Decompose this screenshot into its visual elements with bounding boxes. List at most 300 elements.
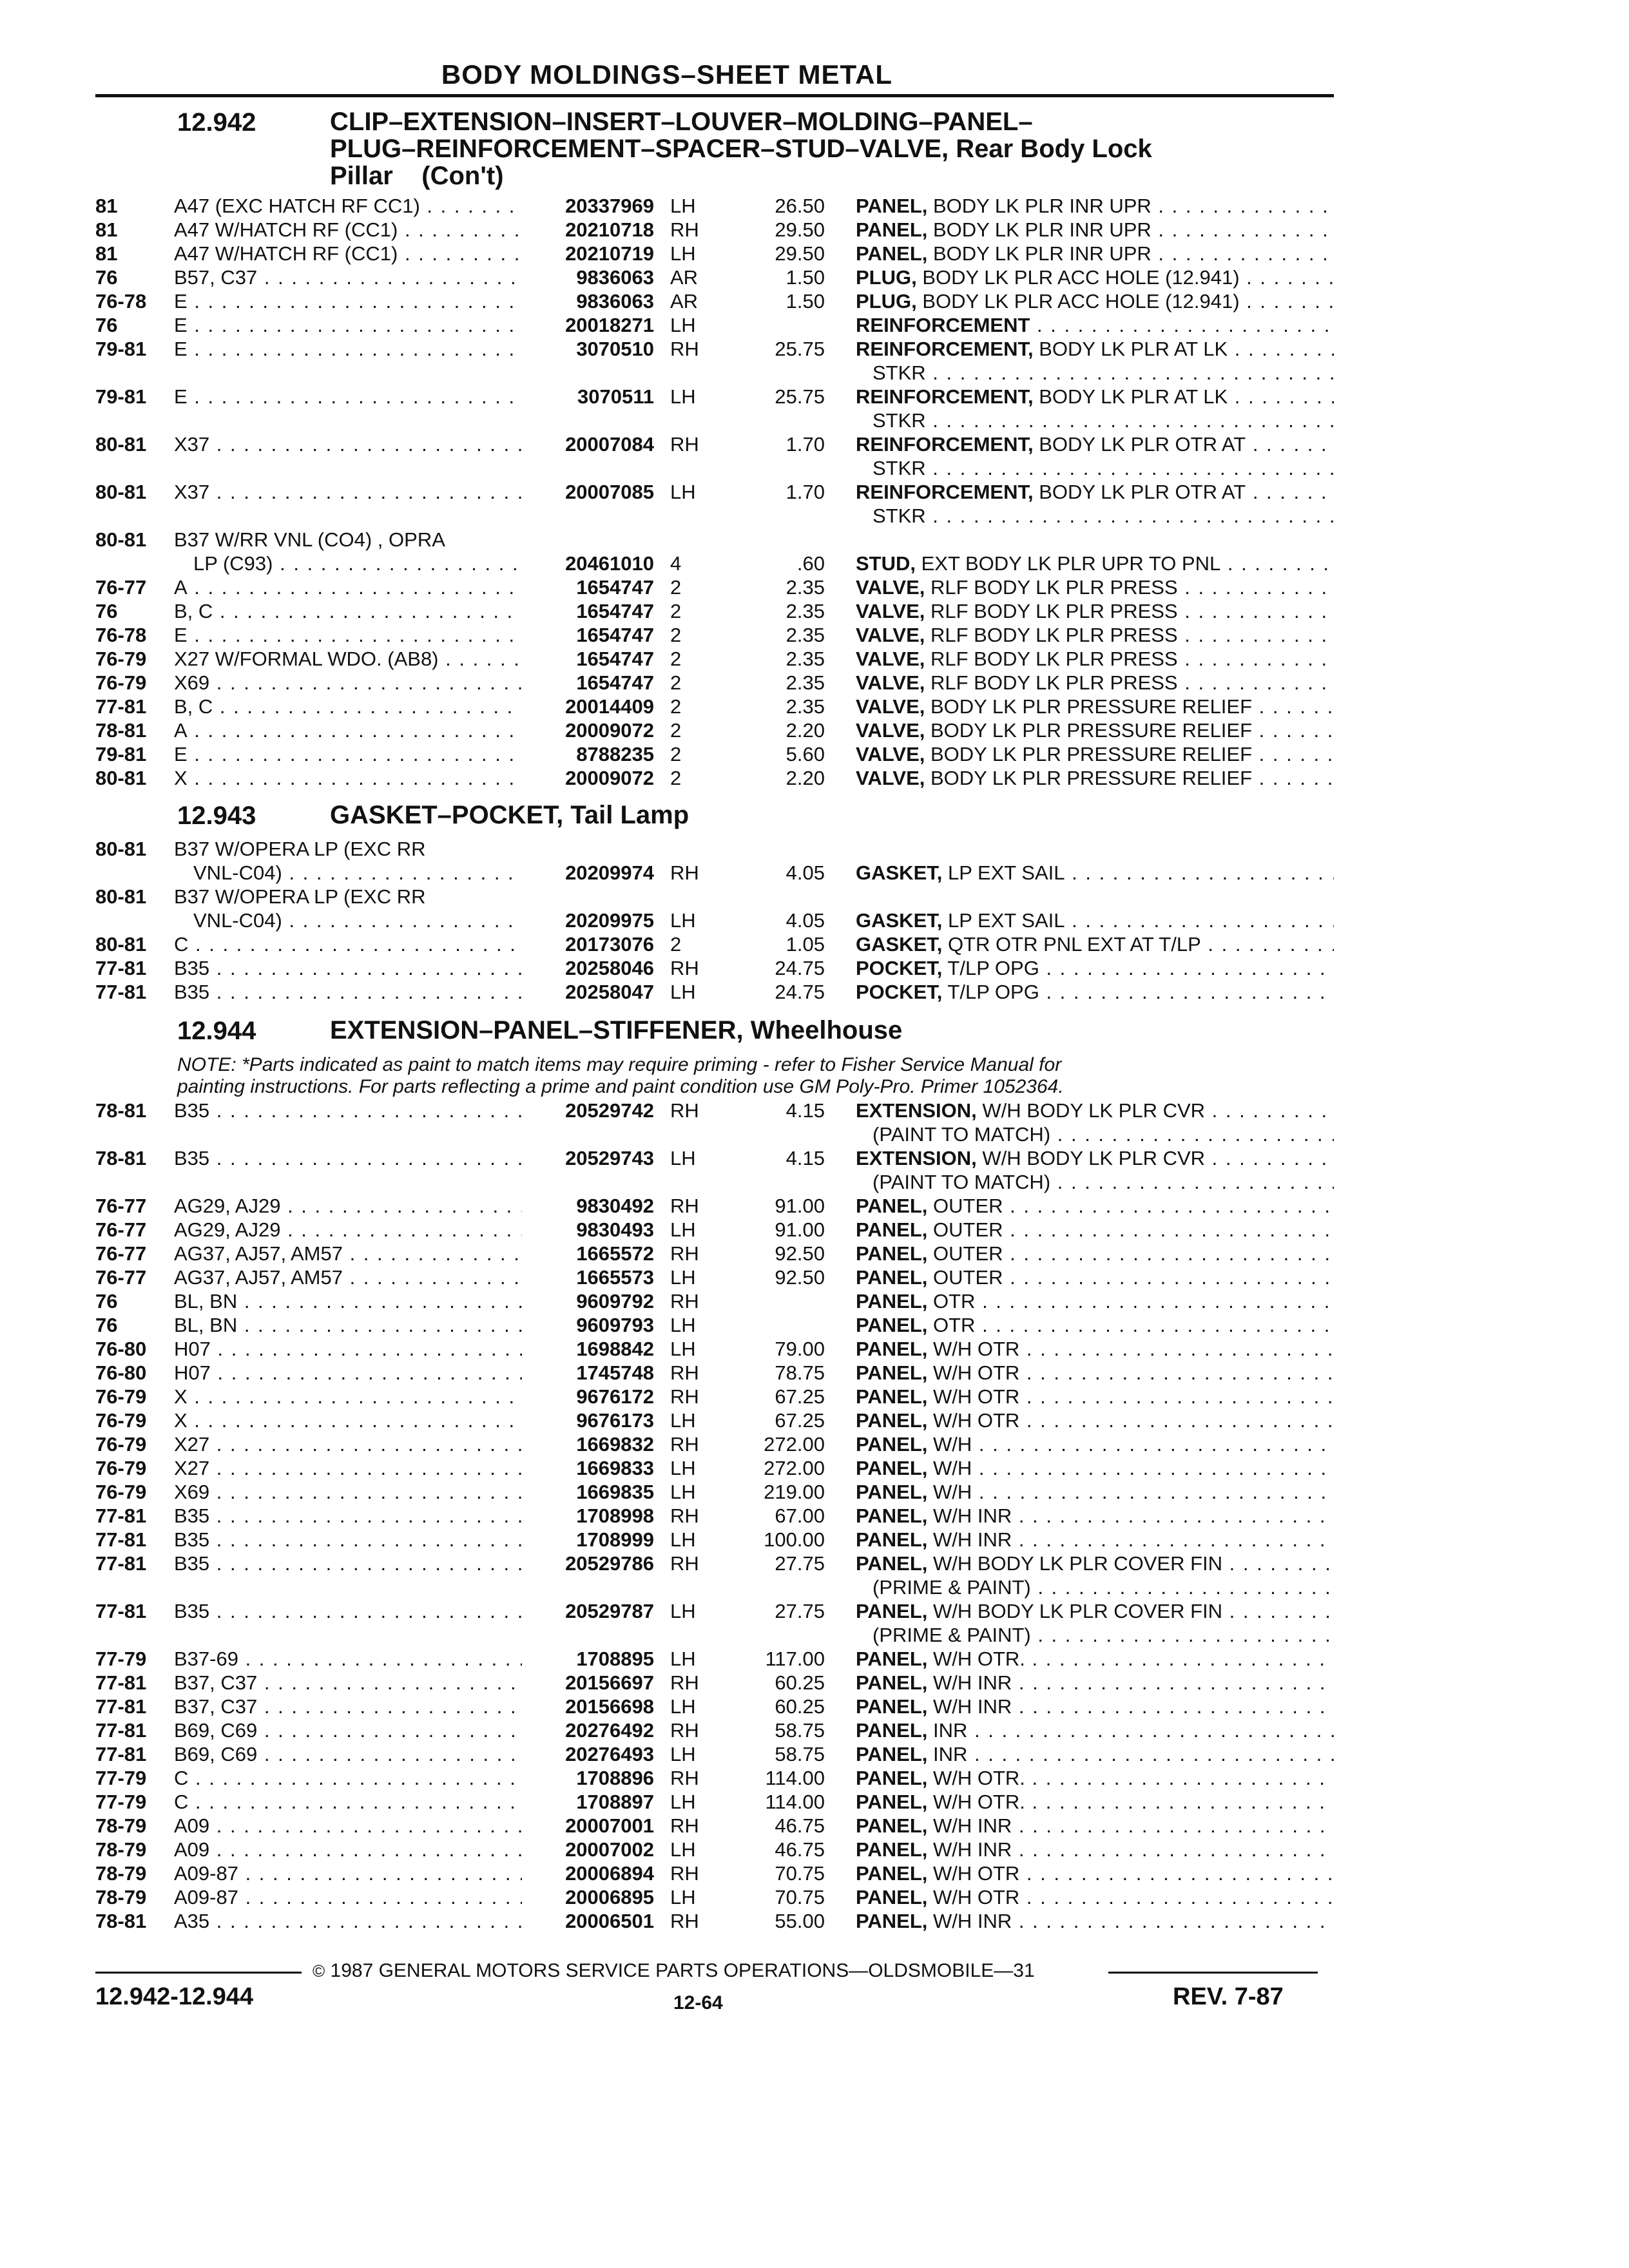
part-number: 1708998: [576, 1504, 654, 1527]
model-code: C . . .: [174, 1767, 522, 1790]
part-number: 9830492: [576, 1195, 654, 1217]
description-bold: PANEL,: [856, 1767, 928, 1789]
table-row: [0, 695, 1629, 718]
price: 25.75: [775, 385, 825, 408]
quantity: RH: [670, 1814, 699, 1837]
year-range: 81: [95, 242, 118, 265]
description-bold: VALVE,: [856, 624, 925, 646]
model-code: X27 W/FORMAL WDO. (AB8) . . .: [174, 648, 522, 671]
model-code: AG29, AJ29 . . .: [174, 1195, 522, 1218]
description-text: W/H OTR: [927, 1409, 1020, 1432]
description-bold: EXTENSION,: [856, 1099, 977, 1122]
price: 92.50: [775, 1242, 825, 1265]
part-number: 1665573: [576, 1266, 654, 1289]
description-text: W/H INR: [927, 1910, 1012, 1932]
model-code: B37, C37 . . .: [174, 1671, 522, 1695]
quantity: LH: [670, 1147, 696, 1169]
model-code: B37, C37 . . .: [174, 1695, 522, 1718]
year-range: 80-81: [95, 528, 147, 551]
model-code: LP (C93) . . .: [193, 552, 522, 575]
year-range: 78-79: [95, 1838, 147, 1861]
description: [856, 1838, 1334, 1861]
year-range: 77-81: [95, 1719, 147, 1742]
description-continuation: STKR . . .: [872, 409, 1334, 432]
part-number: 1708999: [576, 1528, 654, 1551]
model-code: B, C . . .: [174, 695, 522, 718]
table-row: [0, 1528, 1629, 1552]
part-number: 20529787: [565, 1600, 654, 1622]
table-row: [0, 1338, 1629, 1361]
description: [856, 1910, 1334, 1933]
description-bold: VALVE,: [856, 695, 925, 718]
table-row: [0, 767, 1629, 790]
year-range: 76-80: [95, 1338, 147, 1360]
year-range: 77-81: [95, 1671, 147, 1694]
price: 2.35: [786, 695, 825, 718]
model-code: BL, BN . . .: [174, 1290, 522, 1313]
model-code: B, C . . .: [174, 600, 522, 623]
quantity: LH: [670, 385, 696, 408]
description-text: RLF BODY LK PLR PRESS: [925, 671, 1178, 694]
description-bold: PANEL,: [856, 1719, 928, 1742]
price: 27.75: [775, 1552, 825, 1575]
price: 24.75: [775, 981, 825, 1003]
description: [856, 576, 1334, 599]
description: [856, 1791, 1334, 1814]
part-number: 20007084: [565, 433, 654, 456]
description-bold: PANEL,: [856, 1528, 928, 1551]
description: [856, 1147, 1334, 1170]
description-bold: VALVE,: [856, 743, 925, 765]
table-row: [0, 552, 1629, 575]
part-number: 1665572: [576, 1242, 654, 1265]
table-row: [0, 1504, 1629, 1528]
description: [856, 1433, 1334, 1456]
part-number: 20337969: [565, 195, 654, 217]
model-code: A47 (EXC HATCH RF CC1) . . .: [174, 195, 522, 218]
model-code: B35 . . .: [174, 1552, 522, 1575]
quantity: 2: [670, 600, 682, 622]
description-bold: PANEL,: [856, 1648, 928, 1670]
year-range: 77-81: [95, 1695, 147, 1718]
model-code: A09 . . .: [174, 1838, 522, 1861]
description-bold: PANEL,: [856, 218, 928, 241]
description-text: W/H BODY LK PLR COVER FIN: [927, 1552, 1223, 1575]
table-row: [0, 385, 1629, 408]
year-range: 78-81: [95, 719, 147, 742]
year-range: 80-81: [95, 933, 147, 956]
part-number: 20156698: [565, 1695, 654, 1718]
year-range: 78-79: [95, 1862, 147, 1885]
quantity: 2: [670, 695, 682, 718]
model-code: X69 . . .: [174, 671, 522, 695]
price: 25.75: [775, 338, 825, 360]
model-code: A09-87 . . .: [174, 1886, 522, 1909]
description-bold: PANEL,: [856, 242, 928, 265]
part-number: 20156697: [565, 1671, 654, 1694]
description: [856, 1409, 1334, 1432]
table-row: [0, 1409, 1629, 1432]
part-number: 3070511: [577, 385, 654, 408]
table-row: [0, 1266, 1629, 1289]
description: [856, 1528, 1334, 1552]
description-text: BODY LK PLR INR UPR: [927, 195, 1152, 217]
description-text: LP EXT SAIL: [942, 861, 1065, 884]
description-bold: PANEL,: [856, 1266, 928, 1289]
price: 272.00: [764, 1457, 825, 1479]
model-prefix: B37 W/OPERA LP (EXC RR: [174, 885, 426, 908]
description-text: OTR: [927, 1314, 976, 1336]
part-number: 20006501: [565, 1910, 654, 1932]
price: 24.75: [775, 957, 825, 979]
description-text: W/H OTR.: [927, 1648, 1025, 1670]
table-row: [0, 1838, 1629, 1861]
price: 55.00: [775, 1910, 825, 1932]
quantity: LH: [670, 981, 696, 1003]
description-bold: PANEL,: [856, 1910, 928, 1932]
description: [856, 338, 1334, 361]
description: [856, 290, 1334, 313]
table-row: [0, 1695, 1629, 1718]
quantity: LH: [670, 314, 696, 336]
price: 2.35: [786, 576, 825, 599]
model-code: A . . .: [174, 719, 522, 742]
description: [856, 242, 1334, 265]
description-continuation: (PRIME & PAINT) . . .: [872, 1576, 1334, 1599]
quantity: LH: [670, 1838, 696, 1861]
part-number: 1669832: [576, 1433, 654, 1456]
description-bold: REINFORCEMENT: [856, 314, 1030, 336]
table-row: [0, 314, 1629, 337]
table-row: [0, 290, 1629, 313]
description-text: BODY LK PLR PRESSURE RELIEF: [925, 743, 1253, 765]
description: [856, 1099, 1334, 1122]
description: [856, 1648, 1334, 1671]
description: [856, 743, 1334, 766]
price: 91.00: [775, 1218, 825, 1241]
part-number: 20173076: [565, 933, 654, 956]
description-bold: PANEL,: [856, 1338, 928, 1360]
section-title: [330, 108, 1152, 189]
description: [856, 1385, 1334, 1408]
part-number: 1669835: [576, 1481, 654, 1503]
description: [856, 1671, 1334, 1695]
table-row: [0, 1814, 1629, 1838]
description: [856, 1481, 1334, 1504]
price: 2.35: [786, 671, 825, 694]
table-row: [0, 600, 1629, 623]
model-code: A09-87 . . .: [174, 1862, 522, 1885]
model-code: E . . .: [174, 624, 522, 647]
part-number: 20006895: [565, 1886, 654, 1908]
section-title: [330, 802, 689, 829]
description-bold: PANEL,: [856, 1862, 928, 1885]
model-code: A09 . . .: [174, 1814, 522, 1838]
quantity: 2: [670, 719, 682, 742]
price: 2.20: [786, 767, 825, 789]
model-code: B35 . . .: [174, 1099, 522, 1122]
table-row: [0, 1314, 1629, 1337]
table-row: [0, 1195, 1629, 1218]
description-bold: PANEL,: [856, 1886, 928, 1908]
description: [856, 648, 1334, 671]
price: 4.05: [786, 861, 825, 884]
quantity: 2: [670, 767, 682, 789]
description: [856, 909, 1334, 932]
part-number: 9676173: [576, 1409, 654, 1432]
part-number: 20006894: [565, 1862, 654, 1885]
year-range: 76-77: [95, 1195, 147, 1217]
year-range: 76: [95, 1290, 118, 1312]
model-code: A35 . . .: [174, 1910, 522, 1933]
year-range: 76-79: [95, 1385, 147, 1408]
year-range: 76-79: [95, 1457, 147, 1479]
price: 1.50: [786, 266, 825, 289]
model-code: E . . .: [174, 314, 522, 337]
table-row: [0, 624, 1629, 647]
part-number: 20209974: [565, 861, 654, 884]
model-code: E . . .: [174, 290, 522, 313]
quantity: RH: [670, 1195, 699, 1217]
year-range: 79-81: [95, 385, 147, 408]
quantity: LH: [670, 1218, 696, 1241]
table-row: [0, 218, 1629, 242]
price: 29.50: [775, 218, 825, 241]
description-continuation: (PAINT TO MATCH) . . .: [872, 1171, 1334, 1194]
price: 5.60: [786, 743, 825, 765]
description-text: W/H INR: [927, 1695, 1012, 1718]
price: 91.00: [775, 1195, 825, 1217]
year-range: 76: [95, 266, 118, 289]
quantity: LH: [670, 1481, 696, 1503]
description: [856, 600, 1334, 623]
description-bold: PANEL,: [856, 1457, 928, 1479]
description-bold: PANEL,: [856, 1242, 928, 1265]
year-range: 76-79: [95, 1481, 147, 1503]
part-number: 20007085: [565, 481, 654, 503]
description: [856, 433, 1334, 456]
description-text: W/H OTR: [927, 1361, 1020, 1384]
description-text: BODY LK PLR PRESSURE RELIEF: [925, 719, 1253, 742]
table-row-prefix: [0, 838, 1629, 861]
section-title: [330, 1017, 902, 1044]
table-row-prefix: [0, 528, 1629, 552]
description: [856, 1457, 1334, 1480]
year-range: 78-81: [95, 1147, 147, 1169]
note-line: painting instructions. For parts reflecting a prime and paint condition use GM Poly-Pro. Primer 1052364.: [177, 1076, 1064, 1097]
model-code: X . . .: [174, 767, 522, 790]
year-range: 77-81: [95, 1600, 147, 1622]
description-continuation: STKR . . .: [872, 457, 1334, 480]
section-title-rest: Tail Lamp: [563, 801, 689, 829]
model-code: B57, C37 . . .: [174, 266, 522, 289]
quantity: RH: [670, 1910, 699, 1932]
year-range: 77-81: [95, 695, 147, 718]
description-bold: VALVE,: [856, 767, 925, 789]
part-number: 20258046: [565, 957, 654, 979]
model-code: B35 . . .: [174, 957, 522, 980]
year-range: 78-81: [95, 1099, 147, 1122]
description: [856, 695, 1334, 718]
price: 70.75: [775, 1862, 825, 1885]
price: 67.00: [775, 1504, 825, 1527]
quantity: LH: [670, 1409, 696, 1432]
year-range: 80-81: [95, 838, 147, 860]
description-text: BODY LK PLR ACC HOLE (12.941): [916, 290, 1240, 312]
table-row: [0, 1600, 1629, 1623]
price: 114.00: [765, 1767, 825, 1789]
year-range: 79-81: [95, 338, 147, 360]
year-range: 80-81: [95, 885, 147, 908]
description-bold: PANEL,: [856, 1814, 928, 1837]
price: 2.35: [786, 624, 825, 646]
part-number: 20014409: [565, 695, 654, 718]
section-title-line: Pillar (Con't): [330, 162, 504, 190]
quantity: RH: [670, 1242, 699, 1265]
description-text: W/H INR: [927, 1528, 1012, 1551]
part-number: 20529743: [565, 1147, 654, 1169]
description-bold: VALVE,: [856, 671, 925, 694]
year-range: 77-81: [95, 1504, 147, 1527]
part-number: 20529742: [565, 1099, 654, 1122]
price: 46.75: [775, 1838, 825, 1861]
part-number: 20461010: [565, 552, 654, 575]
description-text: QTR OTR PNL EXT AT T/LP: [942, 933, 1201, 956]
model-code: VNL-C04) . . .: [193, 861, 522, 885]
year-range: 76-80: [95, 1361, 147, 1384]
quantity: LH: [670, 1886, 696, 1908]
part-number: 1698842: [576, 1338, 654, 1360]
part-number: 3070510: [576, 338, 654, 360]
quantity: LH: [670, 242, 696, 265]
part-number: 1654747: [576, 624, 654, 646]
model-code: AG37, AJ57, AM57 . . .: [174, 1242, 522, 1265]
model-prefix: B37 W/OPERA LP (EXC RR: [174, 838, 426, 860]
price: 4.05: [786, 909, 825, 932]
description: [856, 1218, 1334, 1242]
description-continuation: STKR . . .: [872, 361, 1334, 385]
description-bold: REINFORCEMENT,: [856, 481, 1034, 503]
price: 78.75: [775, 1361, 825, 1384]
model-code: E . . .: [174, 743, 522, 766]
price: 27.75: [775, 1600, 825, 1622]
part-number: 1708896: [576, 1767, 654, 1789]
description-text: INR: [927, 1719, 968, 1742]
price: 70.75: [775, 1886, 825, 1908]
price: 79.00: [775, 1338, 825, 1360]
model-code: X . . .: [174, 1385, 522, 1408]
price: 2.35: [786, 600, 825, 622]
model-code: AG29, AJ29 . . .: [174, 1218, 522, 1242]
price: 4.15: [786, 1099, 825, 1122]
table-row: [0, 671, 1629, 695]
model-code: E . . .: [174, 385, 522, 408]
table-row: [0, 981, 1629, 1004]
model-code: X . . .: [174, 1409, 522, 1432]
quantity: LH: [670, 1743, 696, 1765]
description-text: W/H INR: [927, 1838, 1012, 1861]
model-code: B37-69 . . .: [174, 1648, 522, 1671]
section-number: 12.944: [177, 1017, 256, 1045]
model-prefix: B37 W/RR VNL (CO4) , OPRA: [174, 528, 445, 551]
year-range: 76: [95, 1314, 118, 1336]
quantity: LH: [670, 1648, 696, 1670]
description: [856, 1743, 1334, 1766]
table-row: [0, 957, 1629, 980]
part-number: 20009072: [565, 767, 654, 789]
page-title: BODY MOLDINGS–SHEET METAL: [441, 59, 893, 90]
price: 58.75: [775, 1743, 825, 1765]
description-text: OUTER: [927, 1242, 1003, 1265]
model-code: H07 . . .: [174, 1338, 522, 1361]
description-bold: VALVE,: [856, 576, 925, 599]
price: 219.00: [764, 1481, 825, 1503]
description: [856, 1338, 1334, 1361]
table-row: [0, 481, 1629, 504]
description-bold: EXTENSION,: [856, 1147, 977, 1169]
year-range: 77-81: [95, 1528, 147, 1551]
description: [856, 1862, 1334, 1885]
quantity: LH: [670, 481, 696, 503]
year-range: 80-81: [95, 481, 147, 503]
description-bold: PANEL,: [856, 1385, 928, 1408]
quantity: RH: [670, 1099, 699, 1122]
quantity: 2: [670, 576, 682, 599]
footer-revision: REV. 7-87: [1173, 1983, 1284, 2010]
year-range: 77-81: [95, 1743, 147, 1765]
table-row: [0, 1743, 1629, 1766]
year-range: 80-81: [95, 433, 147, 456]
price: 1.50: [786, 290, 825, 312]
quantity: RH: [670, 1671, 699, 1694]
price: 26.50: [775, 195, 825, 217]
description-bold: VALVE,: [856, 648, 925, 670]
table-row: [0, 266, 1629, 289]
description-text: W/H OTR: [927, 1385, 1020, 1408]
description-bold: GASKET,: [856, 861, 943, 884]
quantity: RH: [670, 1862, 699, 1885]
quantity: 2: [670, 743, 682, 765]
price: 1.05: [786, 933, 825, 956]
price: 2.35: [786, 648, 825, 670]
table-row: [0, 242, 1629, 265]
table-row: [0, 1910, 1629, 1933]
description-bold: REINFORCEMENT,: [856, 338, 1034, 360]
year-range: 77-79: [95, 1648, 147, 1670]
part-number: 1654747: [576, 648, 654, 670]
price: 1.70: [786, 433, 825, 456]
year-range: 81: [95, 195, 118, 217]
part-number: 1654747: [576, 600, 654, 622]
quantity: LH: [670, 1600, 696, 1622]
description-bold: PANEL,: [856, 1218, 928, 1241]
description-text: BODY LK PLR OTR AT: [1033, 481, 1246, 503]
part-number: 9830493: [576, 1218, 654, 1241]
part-number: 8788235: [576, 743, 654, 765]
description-continuation: STKR . . .: [872, 505, 1334, 528]
description-text: BODY LK PLR PRESSURE RELIEF: [925, 767, 1253, 789]
description-text: W/H OTR.: [927, 1791, 1025, 1813]
table-row: [0, 1099, 1629, 1122]
quantity: RH: [670, 338, 699, 360]
description-text: W/H: [927, 1433, 972, 1456]
quantity: RH: [670, 1767, 699, 1789]
description: [856, 933, 1334, 956]
year-range: 76-79: [95, 648, 147, 670]
part-number: 20007001: [565, 1814, 654, 1837]
model-code: X37 . . .: [174, 433, 522, 456]
model-code: C . . .: [174, 933, 522, 956]
